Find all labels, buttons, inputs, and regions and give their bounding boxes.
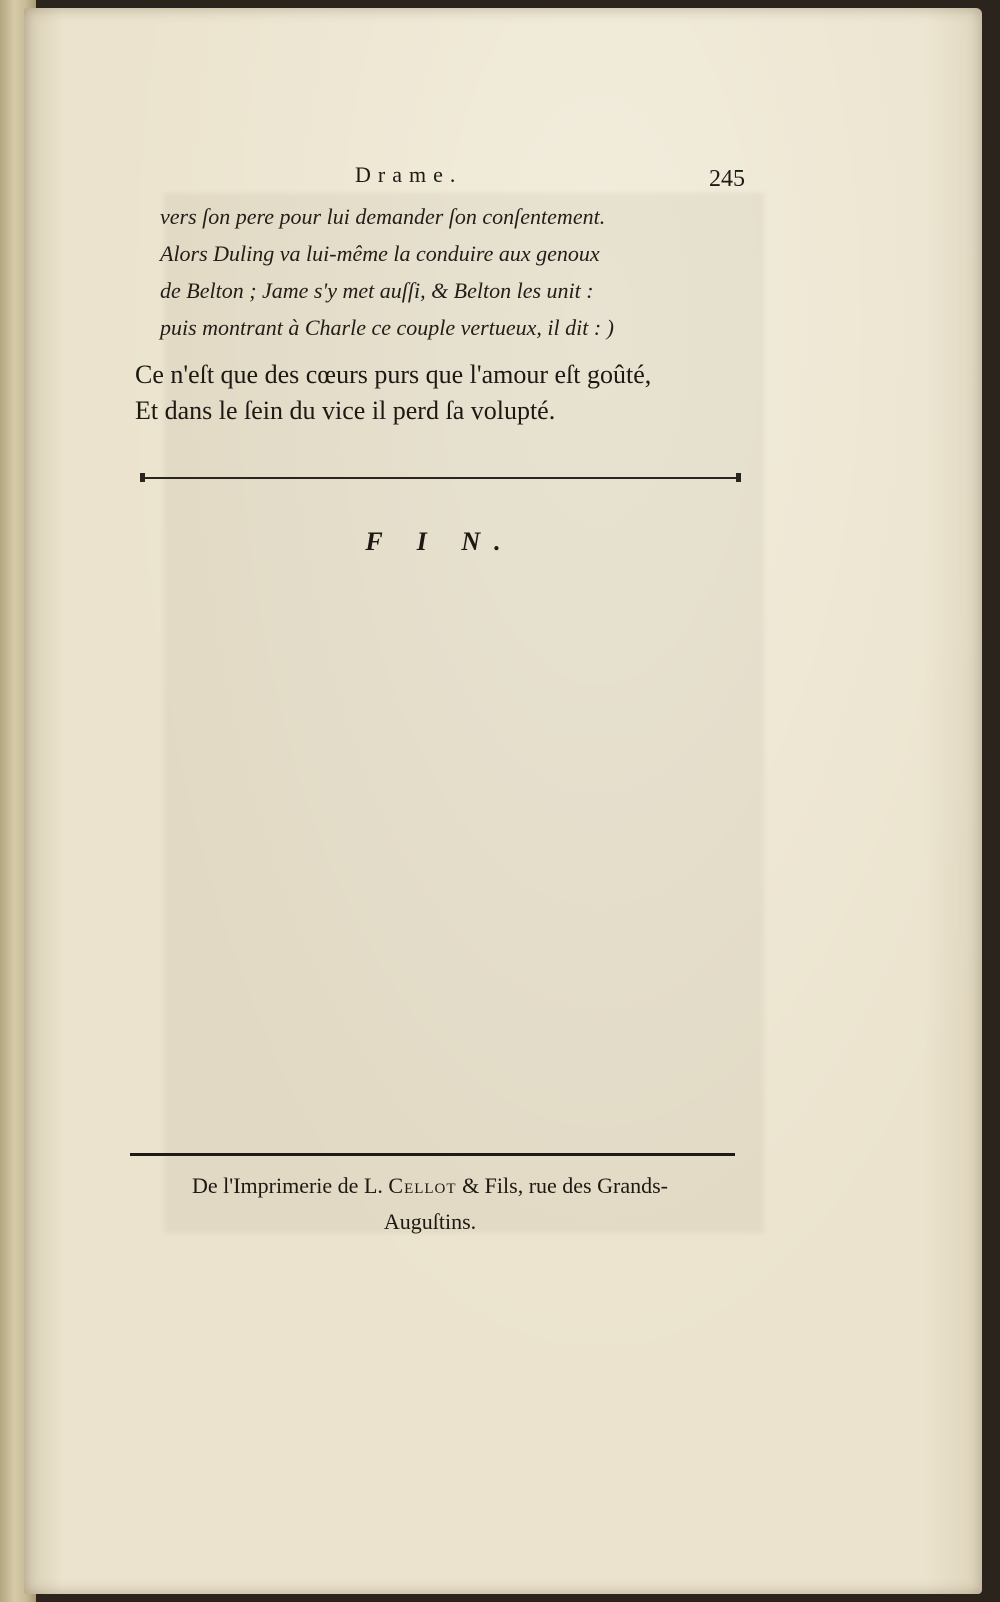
printer-name: Cellot (388, 1173, 457, 1198)
divider-end-cap-right (736, 473, 741, 482)
stage-direction-line: Alors Duling va lui-même la conduire aux genoux (160, 241, 600, 266)
stage-direction-line: de Belton ; Jame s'y met auſſi, & Belton les unit : (160, 278, 594, 303)
closing-verse (135, 357, 755, 429)
section-divider-rule (140, 477, 740, 479)
running-head: Drame. (355, 162, 463, 187)
divider-end-cap-left (140, 473, 145, 482)
imprint-prefix: De l'Imprimerie de L. (192, 1173, 383, 1198)
imprint-divider-rule (130, 1153, 735, 1156)
imprint-suffix: & Fils, rue des Grands- (462, 1173, 668, 1198)
imprint-line-2: Auguſtins. (383, 1209, 477, 1234)
page-number: 245 (709, 166, 745, 192)
verse-line: Et dans le ſein du vice il perd ſa volupté. (135, 396, 556, 425)
imprint-line-1 (110, 1168, 750, 1204)
stage-direction-line: puis montrant à Charle ce couple vertueux, il dit : ) (160, 315, 614, 340)
printer-imprint (110, 1168, 750, 1240)
stage-direction (160, 198, 750, 346)
verse-line: Ce n'eſt que des cœurs purs que l'amour eſt goûté, (135, 360, 652, 389)
fin-heading: F I N. (365, 527, 515, 556)
show-through-text-shadow (164, 193, 764, 1233)
page-header (140, 162, 745, 194)
stage-direction-line: vers ſon pere pour lui demander ſon conſentement. (160, 204, 606, 229)
